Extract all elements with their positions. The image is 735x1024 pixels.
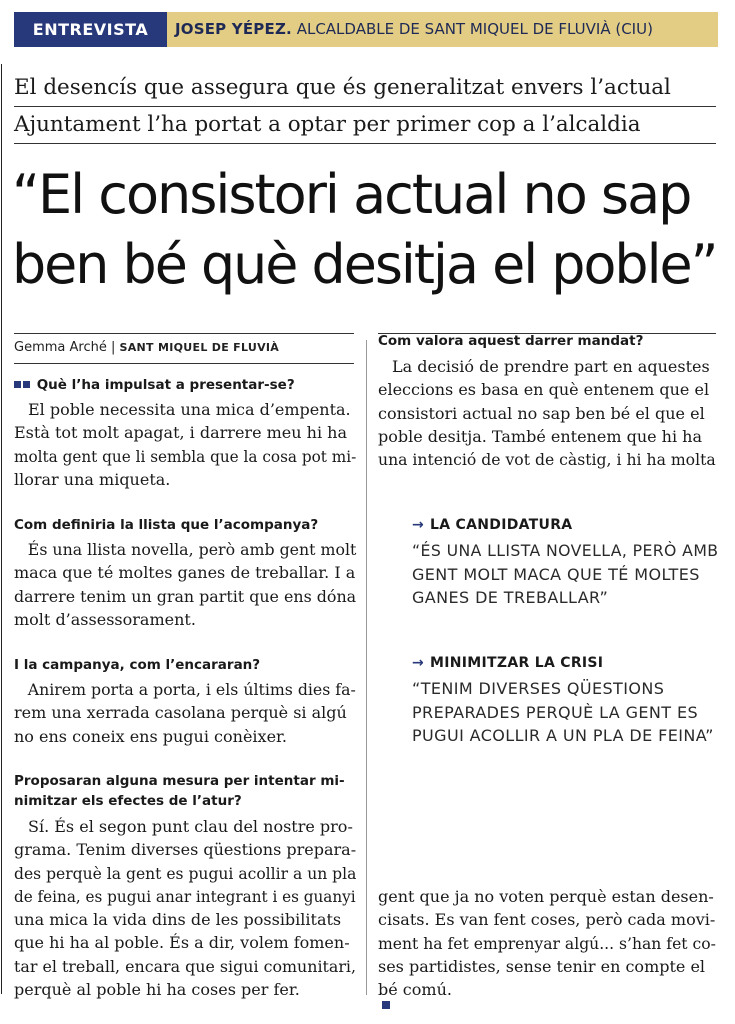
answer-5-bottom xyxy=(378,885,725,1009)
question-3: I la campanya, com l’encararan? xyxy=(14,657,261,673)
answer-line: rem una xerrada casolana perquè si algú xyxy=(14,703,347,723)
answer-line: darrere tenim un gran partit que ens dóna xyxy=(14,586,357,606)
byline-rule xyxy=(14,363,354,364)
question-4 xyxy=(14,771,345,811)
answer-line: des perquè la gent es pugui acollir a un pla xyxy=(14,863,357,883)
question-1-text: Què l’ha impulsat a presentar-se? xyxy=(36,377,295,393)
deck-bottom-divider xyxy=(14,143,716,144)
answer-line: La decisió de prendre part en aquestes xyxy=(392,357,710,376)
interviewee-line xyxy=(167,12,718,47)
pullquote-line: “TENIM DIVERSES QÜESTIONS xyxy=(412,679,665,698)
headline xyxy=(12,160,724,300)
answer-5-top xyxy=(378,355,724,471)
pullquote-1-title-text: LA CANDIDATURA xyxy=(430,517,573,533)
deck-line-2: Ajuntament l’ha portat a optar per primer cop a l’alcaldia xyxy=(14,112,641,137)
pullquote-line: GANES DE TREBALLAR” xyxy=(412,588,609,607)
answer-line: que hi ha al poble. És a dir, volem fomen- xyxy=(14,933,350,953)
pullquote-2-title xyxy=(412,655,603,671)
pullquote-1-title xyxy=(412,517,572,533)
byline-separator: | xyxy=(110,340,116,355)
question-4-line-1: Proposaran alguna mesura per intentar mi- xyxy=(14,773,345,789)
pullquote-line: “ÉS UNA LLISTA NOVELLA, PERÒ AMB xyxy=(412,541,719,560)
pullquote-2-title-text: MINIMITZAR LA CRISI xyxy=(430,655,604,671)
arrow-right-icon: → xyxy=(412,655,425,671)
answer-line: El poble necessita una mica d’empenta. xyxy=(28,400,351,419)
byline xyxy=(14,340,279,355)
answer-line: grama. Tenim diverses qüestions prepara- xyxy=(14,840,357,860)
answer-line: tar el treball, encara que sigui comunitari, xyxy=(14,956,357,976)
pullquote-1-text xyxy=(412,539,724,610)
question-4-line-2: nimitzar els efectes de l’atur? xyxy=(14,793,242,809)
arrow-right-icon: → xyxy=(412,517,425,533)
section-header-band xyxy=(14,12,718,47)
answer-4 xyxy=(14,815,374,1001)
headline-line-2: ben bé què desitja el poble” xyxy=(12,233,717,296)
question-2: Com definiria la llista que l’acompanya? xyxy=(14,517,319,533)
answer-line: És una llista novella, però amb gent molt xyxy=(27,540,357,559)
answer-line: gent que ja no voten perquè estan desen- xyxy=(378,887,714,906)
answer-line: cisats. Es van fent coses, però cada movi- xyxy=(378,910,716,930)
answer-line: consistori actual no sap ben bé el que el xyxy=(378,403,705,423)
answer-line: molt d’assessorament. xyxy=(14,609,196,629)
page-left-rule xyxy=(1,64,2,994)
answer-3 xyxy=(14,678,362,748)
question-1 xyxy=(14,375,295,395)
question-marker-icon xyxy=(23,381,30,388)
answer-2 xyxy=(14,538,361,631)
answer-line: una mica la vida dins de les possibilitats xyxy=(14,910,342,930)
answer-line: molta gent que li sembla que la cosa pot mi- xyxy=(14,446,357,466)
left-column-top-rule xyxy=(14,333,354,334)
pullquote-line: GENT MOLT MACA QUE TÉ MOLTES xyxy=(412,564,700,584)
pullquote-2-text xyxy=(412,677,714,748)
answer-line: eleccions es basa en què entenem que el xyxy=(378,380,710,400)
answer-line: poble desitja. També entenem que hi ha xyxy=(378,426,703,446)
deck-divider xyxy=(14,106,716,107)
byline-location: SANT MIQUEL DE FLUVIÀ xyxy=(119,341,280,354)
answer-line: Anirem porta a porta, i els últims dies fa- xyxy=(27,680,356,699)
answer-line: no ens coneix ens pugui conèixer. xyxy=(14,726,288,746)
answer-line: maca que té moltes ganes de treballar. I a xyxy=(14,563,356,583)
answer-line: una intenció de vot de càstig, i hi ha molta xyxy=(378,450,716,470)
answer-line: ses partidistes, sense tenir en compte el xyxy=(378,956,706,976)
question-5: Com valora aquest darrer mandat? xyxy=(378,333,644,349)
section-label: ENTREVISTA xyxy=(14,12,167,47)
answer-line: perquè al poble hi ha coses per fer. xyxy=(14,980,300,1000)
interviewee-name: JOSEP YÉPEZ. xyxy=(175,20,292,38)
pullquote-line: PREPARADES PERQUÈ LA GENT ES xyxy=(412,702,699,722)
answer-line: bé comú. xyxy=(378,980,452,1000)
answer-line: Sí. És el segon punt clau del nostre pro- xyxy=(28,817,353,836)
answer-last-line xyxy=(378,978,725,1009)
answer-line: llorar una miqueta. xyxy=(14,469,171,489)
end-of-article-icon xyxy=(382,1001,390,1009)
deck-line-1: El desencís que assegura que és generalitzat envers l’actual xyxy=(14,75,671,100)
pullquote-line: PUGUI ACOLLIR A UN PLA DE FEINA” xyxy=(412,726,714,745)
interviewee-role: ALCALDABLE DE SANT MIQUEL DE FLUVIÀ (CIU) xyxy=(296,20,653,38)
answer-line: de feina, es pugui anar integrant i es guanyi xyxy=(14,886,356,906)
answer-1 xyxy=(14,398,373,491)
headline-line-1: “El consistori actual no sap xyxy=(12,163,691,226)
answer-line: Està tot molt apagat, i darrere meu hi ha xyxy=(14,423,347,443)
question-marker-icon xyxy=(14,381,21,388)
byline-author: Gemma Arché xyxy=(14,340,107,355)
answer-line: ment ha fet emprenyar algú... s’han fet co- xyxy=(378,933,716,953)
